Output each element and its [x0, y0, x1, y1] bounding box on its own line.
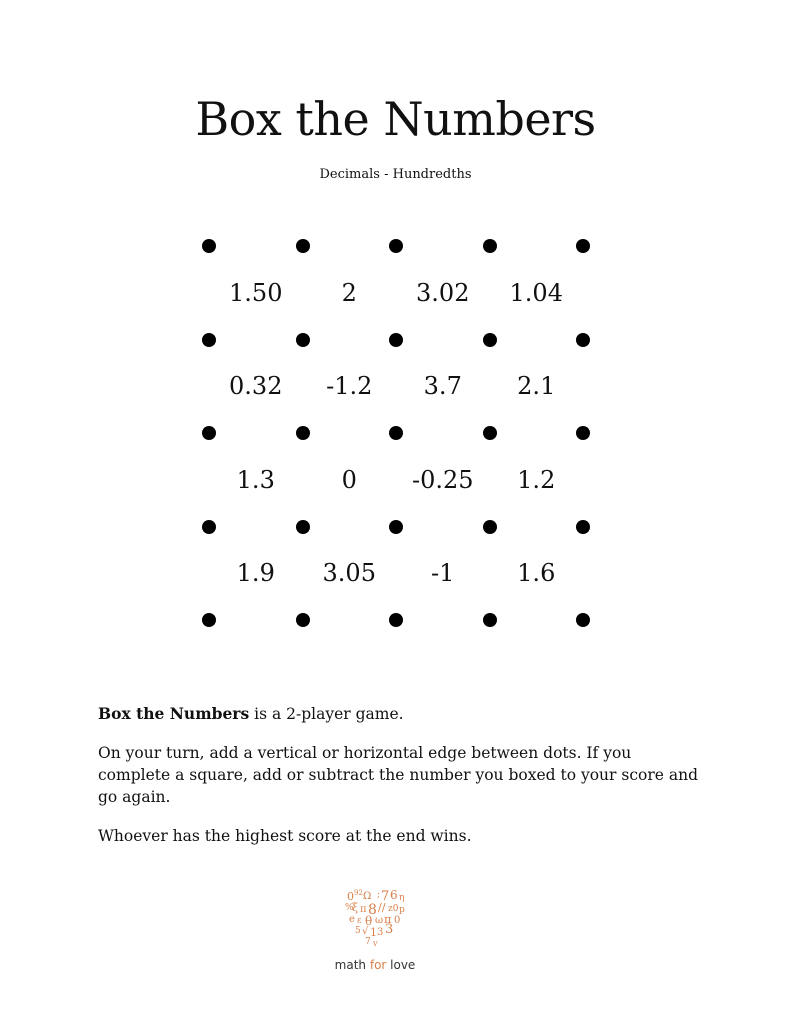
svg-text:92: 92 — [354, 889, 363, 897]
grid-dot[interactable] — [202, 520, 216, 534]
page-subtitle: Decimals - Hundredths — [319, 167, 472, 182]
grid-dot[interactable] — [389, 333, 403, 347]
grid-dot[interactable] — [576, 333, 590, 347]
svg-text:%: % — [345, 903, 354, 913]
grid-dot[interactable] — [389, 520, 403, 534]
grid-dot[interactable] — [576, 520, 590, 534]
grid-dot[interactable] — [483, 520, 497, 534]
svg-text:3: 3 — [385, 922, 394, 937]
grid-dot[interactable] — [576, 426, 590, 440]
svg-text:z0: z0 — [388, 904, 399, 914]
cell-number: -1.2 — [326, 372, 373, 401]
math-for-love-logo — [325, 886, 465, 986]
svg-text:;: ; — [377, 890, 381, 900]
svg-text:π: π — [360, 904, 367, 915]
cell-number: 1.50 — [229, 278, 283, 307]
grid-dot[interactable] — [576, 613, 590, 627]
logo-wordmark — [325, 958, 425, 972]
number-heart-logo-icon — [339, 886, 409, 948]
grid-dot[interactable] — [483, 426, 497, 440]
cell-number: 1.6 — [517, 559, 556, 588]
svg-text:0: 0 — [394, 915, 401, 926]
cell-number: 0.32 — [229, 372, 283, 401]
logo-word-math: math — [334, 958, 370, 972]
grid-dot[interactable] — [576, 239, 590, 253]
grid-dot[interactable] — [202, 613, 216, 627]
svg-text:ε: ε — [357, 916, 362, 926]
grid-dot[interactable] — [296, 333, 310, 347]
svg-text:v: v — [373, 939, 378, 948]
cell-number: -1 — [431, 559, 455, 588]
grid-dot[interactable] — [389, 239, 403, 253]
cell-number: 1.04 — [509, 278, 563, 307]
game-rules — [98, 703, 698, 847]
grid-dot[interactable] — [296, 613, 310, 627]
grid-dot[interactable] — [389, 426, 403, 440]
grid-dot[interactable] — [296, 520, 310, 534]
rules-turn: On your turn, add a vertical or horizontal edge between dots. If you complete a square, add or subtract the number you boxed to your score and go again. — [98, 744, 698, 806]
svg-text:e: e — [349, 914, 355, 925]
cell-number: 2 — [341, 278, 357, 307]
cell-number: 3.02 — [416, 278, 470, 307]
grid-dot[interactable] — [202, 333, 216, 347]
page-title: Box the Numbers — [195, 92, 596, 146]
svg-text:ω: ω — [375, 915, 384, 926]
grid-dot[interactable] — [483, 239, 497, 253]
grid-dot[interactable] — [483, 333, 497, 347]
grid-dot[interactable] — [202, 426, 216, 440]
cell-number: 0 — [341, 465, 357, 494]
cell-number: 1.2 — [517, 465, 556, 494]
rules-intro-bold: Box the Numbers — [98, 704, 250, 723]
rules-intro-rest: is a 2-player game. — [249, 705, 404, 723]
svg-text:θ: θ — [365, 914, 373, 928]
svg-text:ξ: ξ — [352, 901, 359, 914]
grid-dot[interactable] — [296, 239, 310, 253]
grid-dot[interactable] — [483, 613, 497, 627]
svg-text:0: 0 — [347, 890, 354, 903]
cell-number: 1.9 — [236, 559, 275, 588]
grid-dot[interactable] — [389, 613, 403, 627]
rules-intro — [98, 703, 698, 725]
cell-number: -0.25 — [411, 465, 474, 494]
svg-text:1: 1 — [370, 926, 377, 939]
rules-win: Whoever has the highest score at the end wins. — [98, 827, 472, 845]
svg-text://: // — [378, 901, 386, 914]
cell-number: 3.05 — [322, 559, 376, 588]
svg-text:Ω: Ω — [363, 891, 372, 902]
grid-dot[interactable] — [296, 426, 310, 440]
svg-text:5: 5 — [355, 926, 361, 936]
logo-word-for: for — [369, 958, 387, 972]
svg-text:π: π — [384, 913, 392, 926]
cell-number: 2.1 — [517, 372, 556, 401]
svg-text:8: 8 — [368, 902, 377, 918]
logo-word-love: love — [386, 958, 416, 972]
svg-text:7: 7 — [381, 889, 390, 904]
svg-text:√: √ — [362, 926, 369, 937]
svg-text:3: 3 — [377, 927, 384, 938]
svg-text:7: 7 — [365, 937, 371, 947]
svg-text:p: p — [399, 905, 405, 915]
grid-dot[interactable] — [202, 239, 216, 253]
svg-text:6: 6 — [390, 888, 398, 902]
cell-number: 3.7 — [423, 372, 462, 401]
svg-text:η: η — [399, 893, 405, 903]
cell-number: 1.3 — [236, 465, 275, 494]
